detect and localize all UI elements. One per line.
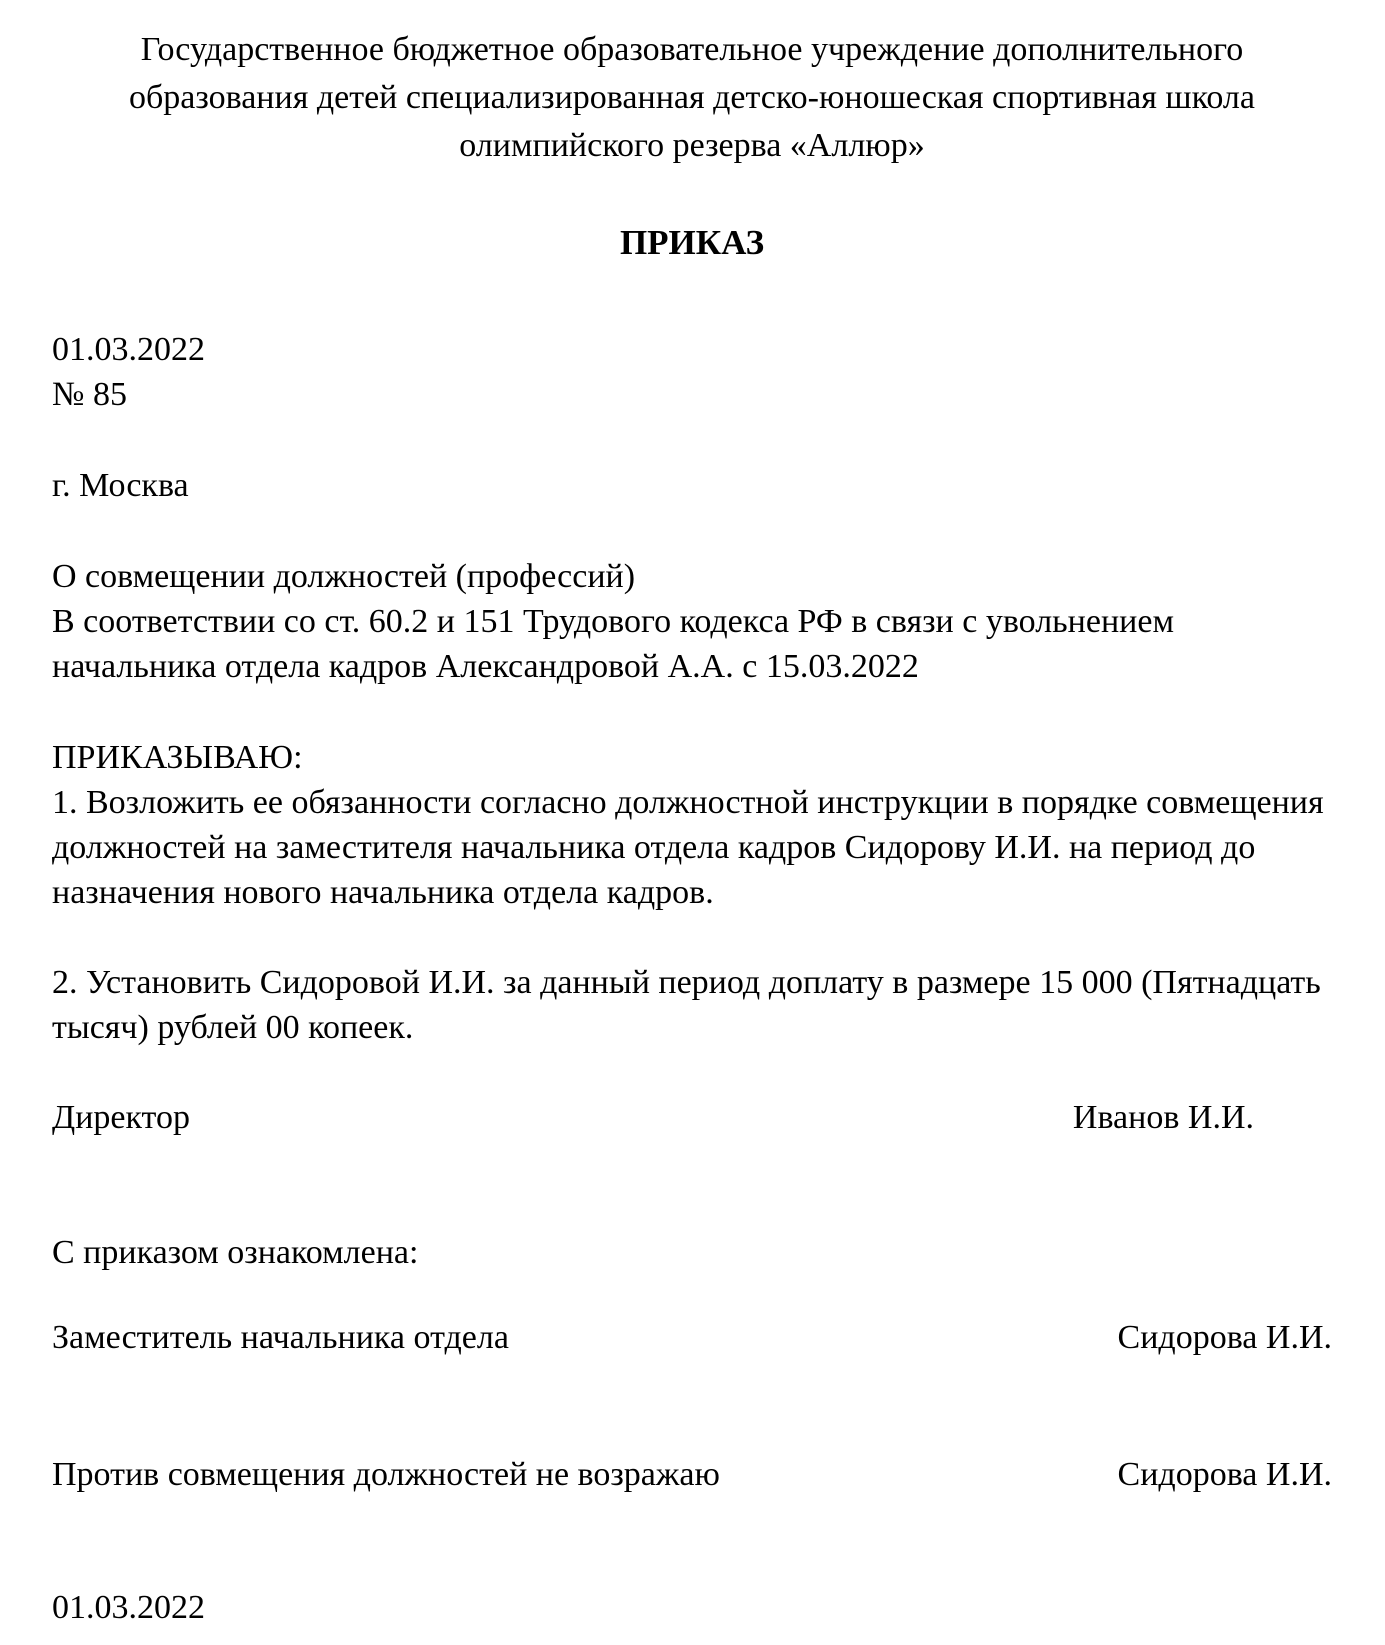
directive-word: ПРИКАЗЫВАЮ: xyxy=(52,739,303,776)
document-preamble: В соответствии со ст. 60.2 и 151 Трудового кодекса РФ в связи с увольнением начальника отдела кадров Александровой А.А. с 15.03.2022 xyxy=(52,603,1174,685)
signature-name-director: Иванов И.И. xyxy=(1072,1099,1254,1136)
signature-title-consent: Против совмещения должностей не возражаю xyxy=(52,1456,720,1493)
signature-name-deputy: Сидорова И.И. xyxy=(1117,1319,1332,1356)
signature-row-deputy xyxy=(52,1315,1332,1360)
signature-row-consent xyxy=(52,1452,1332,1497)
document-title: ПРИКАЗ xyxy=(619,223,765,262)
document-date: 01.03.2022 xyxy=(52,331,205,368)
document-number: № 85 xyxy=(52,376,127,413)
organization-name: Государственное бюджетное образовательное учреждение дополнительного образования детей специализированная детско-юношеская спортивная школа олимпийского резерва «Аллюр» xyxy=(128,31,1255,164)
order-item-1: 1. Возложить ее обязанности согласно должностной инструкции в порядке совмещения должностей на заместителя начальника отдела кадров Сидорову И.И. на период до назначения нового начальника отдела кадров. xyxy=(52,784,1324,911)
document-city: г. Москва xyxy=(52,467,189,504)
order-item-2: 2. Установить Сидоровой И.И. за данный период доплату в размере 15 000 (Пятнадцать тысяч) рублей 00 копеек. xyxy=(52,964,1321,1046)
acknowledgement-label: С приказом ознакомлена: xyxy=(52,1234,419,1271)
signature-name-consent: Сидорова И.И. xyxy=(1117,1456,1332,1493)
footer-date: 01.03.2022 xyxy=(52,1589,205,1626)
signature-row-director xyxy=(52,1095,1332,1140)
document-subject: О совмещении должностей (профессий) xyxy=(52,558,636,595)
signature-title-director: Директор xyxy=(52,1099,190,1136)
signature-title-deputy: Заместитель начальника отдела xyxy=(52,1319,509,1356)
